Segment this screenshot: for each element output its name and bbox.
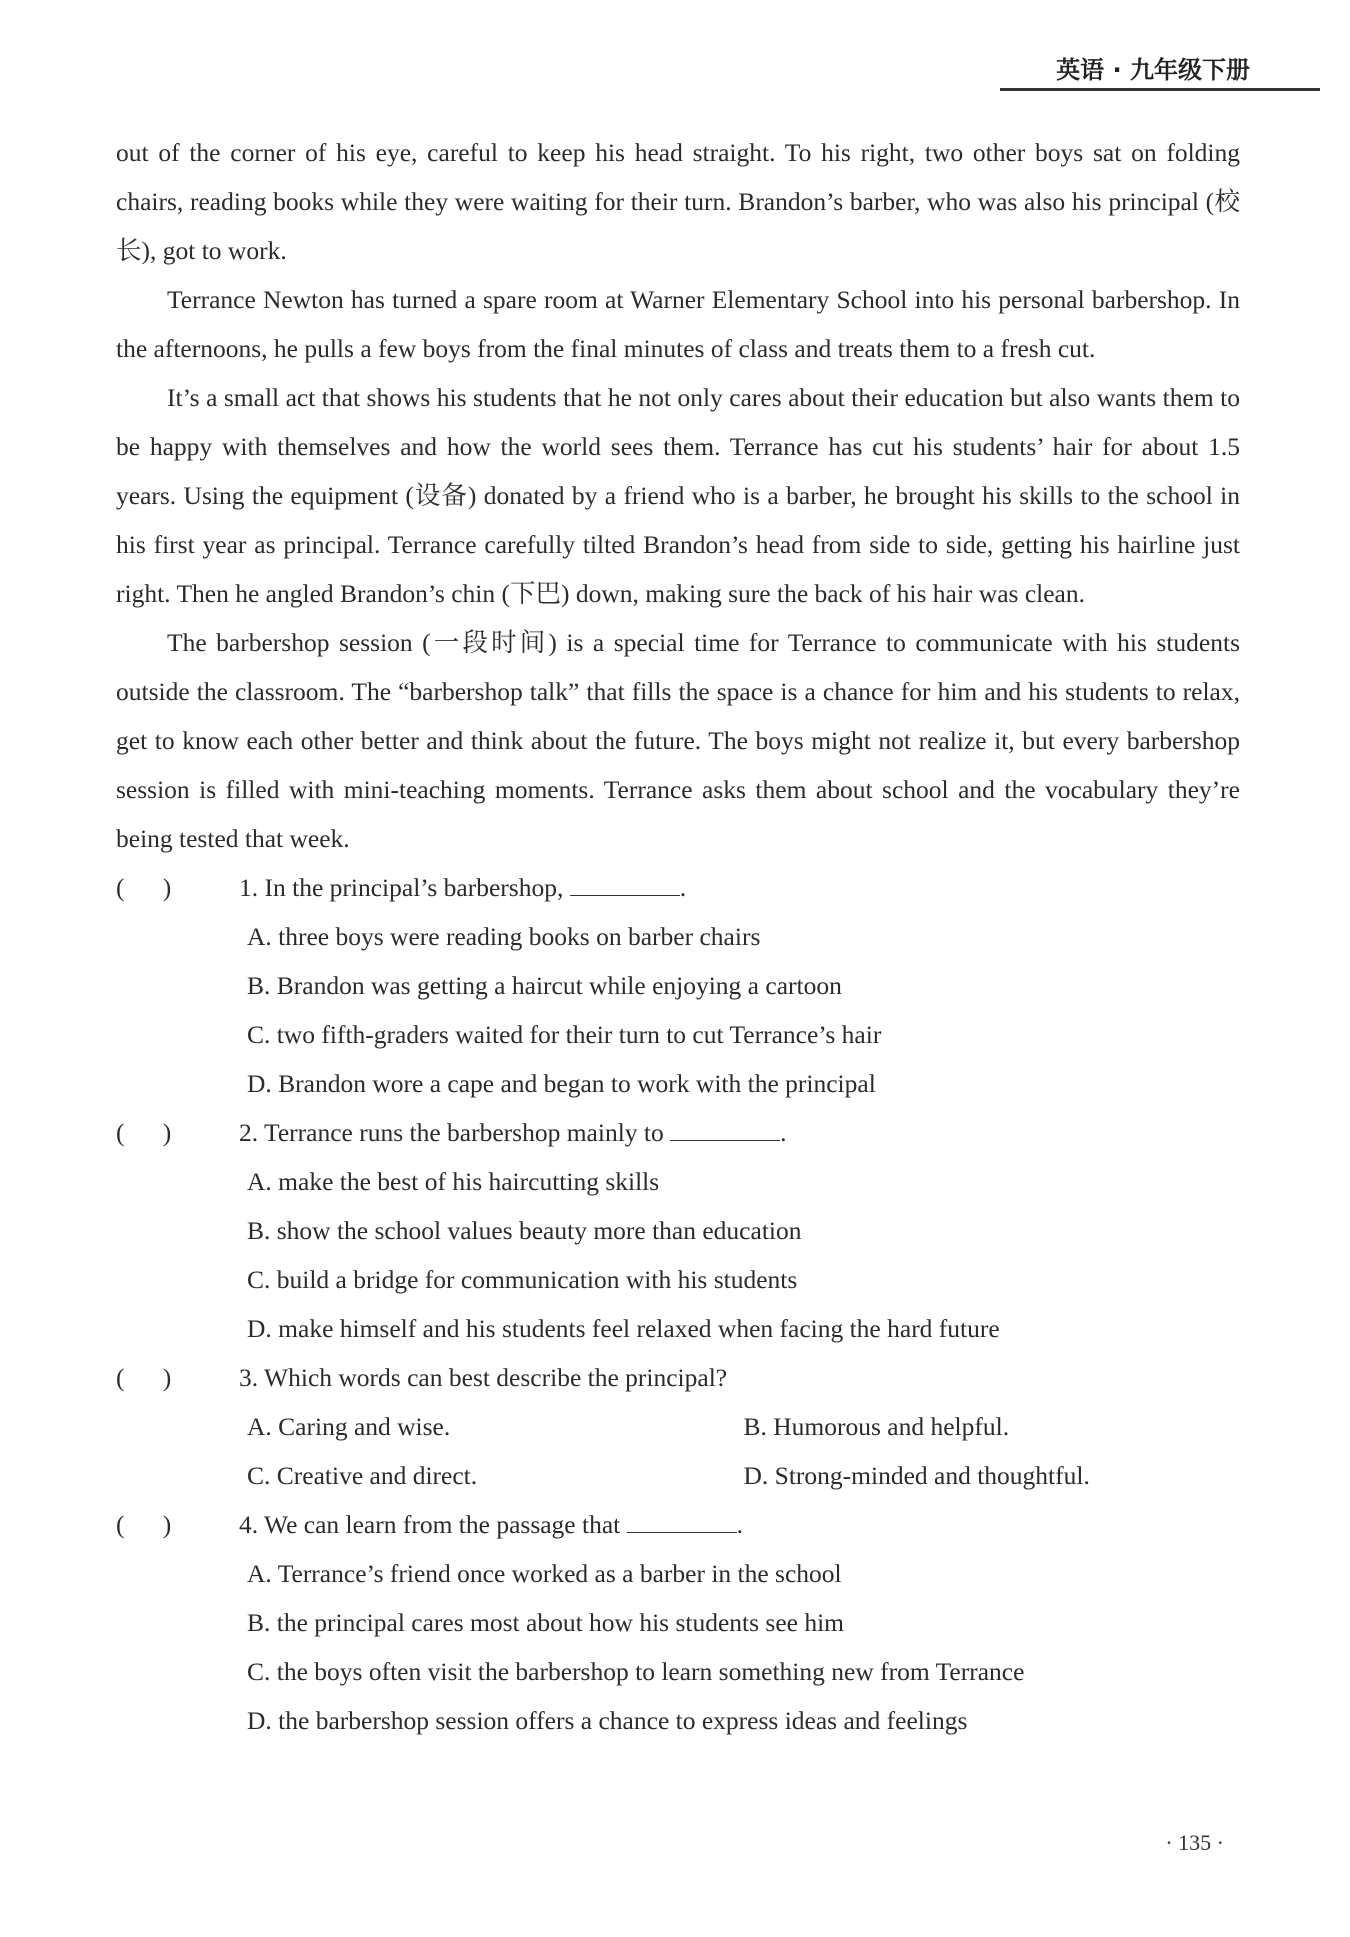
question-stem: 3. Which words can best describe the principal? (239, 1363, 728, 1392)
question-3 (116, 1353, 1240, 1402)
content (116, 128, 1240, 1745)
option-a: A. three boys were reading books on barber chairs (247, 922, 761, 951)
option-row (247, 1402, 1240, 1451)
option-b: B. the principal cares most about how his students see him (247, 1608, 845, 1637)
header-title: 英语 · 九年级下册 (1056, 56, 1250, 84)
option-d: D. make himself and his students feel relaxed when facing the hard future (247, 1314, 1000, 1343)
question-stem (239, 1108, 1240, 1157)
option-d: D. Brandon wore a cape and began to work with the principal (247, 1069, 876, 1098)
option-b: B. Brandon was getting a haircut while enjoying a cartoon (247, 971, 842, 1000)
answer-paren[interactable]: ( ) (116, 1363, 172, 1392)
option-d: D. Strong-minded and thoughtful. (743, 1461, 1090, 1490)
passage-paragraph-1: out of the corner of his eye, careful to keep his head straight. To his right, two other boys sat on folding chairs, reading books while they were waiting for their turn. Brandon’s barber, who was also his principal (校长), got to work. (116, 138, 1240, 265)
question-stem (239, 863, 1240, 912)
answer-paren[interactable]: ( ) (116, 1118, 172, 1147)
question-2 (116, 1108, 1240, 1157)
option-c: C. the boys often visit the barbershop to learn something new from Terrance (247, 1657, 1025, 1686)
answer-blank[interactable] (670, 1120, 780, 1141)
answer-blank[interactable] (627, 1512, 737, 1533)
option-c: C. build a bridge for communication with his students (247, 1265, 798, 1294)
option-c: C. Creative and direct. (247, 1461, 478, 1490)
stem-text: 1. In the principal’s barbershop, (239, 873, 570, 902)
stem-end: . (736, 1510, 743, 1539)
option-a: A. make the best of his haircutting skills (247, 1167, 660, 1196)
answer-paren[interactable]: ( ) (116, 873, 172, 902)
option-a: A. Terrance’s friend once worked as a barber in the school (247, 1559, 842, 1588)
stem-text: 4. We can learn from the passage that (239, 1510, 627, 1539)
stem-end: . (679, 873, 687, 902)
header-rule (1000, 88, 1320, 91)
question-1 (116, 863, 1240, 912)
option-b: B. show the school values beauty more than education (247, 1216, 802, 1245)
option-row (247, 1451, 1240, 1500)
answer-blank[interactable] (570, 875, 680, 896)
option-a: A. Caring and wise. (247, 1412, 451, 1441)
passage-paragraph-4: The barbershop session (一段时间) is a special time for Terrance to communicate with his students outside the classroom. The “barbershop talk” that fills the space is a chance for him and his students to relax, get to know each other better and think about the future. The boys might not realize it, but every barbershop session is filled with mini-teaching moments. Terrance asks them about school and the vocabulary they’re being tested that week. (116, 628, 1240, 853)
option-c: C. two fifth-graders waited for their turn to cut Terrance’s hair (247, 1020, 882, 1049)
question-stem (239, 1500, 1240, 1549)
page-number: · 135 · (1165, 1830, 1224, 1855)
answer-paren[interactable]: ( ) (116, 1510, 172, 1539)
question-4 (116, 1500, 1240, 1549)
stem-text: 2. Terrance runs the barbershop mainly to (239, 1118, 671, 1147)
passage-paragraph-3: It’s a small act that shows his students that he not only cares about their education but also wants them to be happy with themselves and how the world sees them. Terrance has cut his students’ hair for about 1.5 years. Using the equipment (设备) donated by a friend who is a barber, he brought his skills to the school in his first year as principal. Terrance carefully tilted Brandon’s head from side to side, getting his hairline just right. Then he angled Brandon’s chin (下巴) down, making sure the back of his hair was clean. (116, 383, 1240, 608)
option-d: D. the barbershop session offers a chance to express ideas and feelings (247, 1706, 968, 1735)
passage-paragraph-2: Terrance Newton has turned a spare room at Warner Elementary School into his personal barbershop. In the afternoons, he pulls a few boys from the final minutes of class and treats them to a fresh cut. (116, 285, 1240, 363)
option-b: B. Humorous and helpful. (743, 1412, 1010, 1441)
stem-end: . (780, 1118, 787, 1147)
